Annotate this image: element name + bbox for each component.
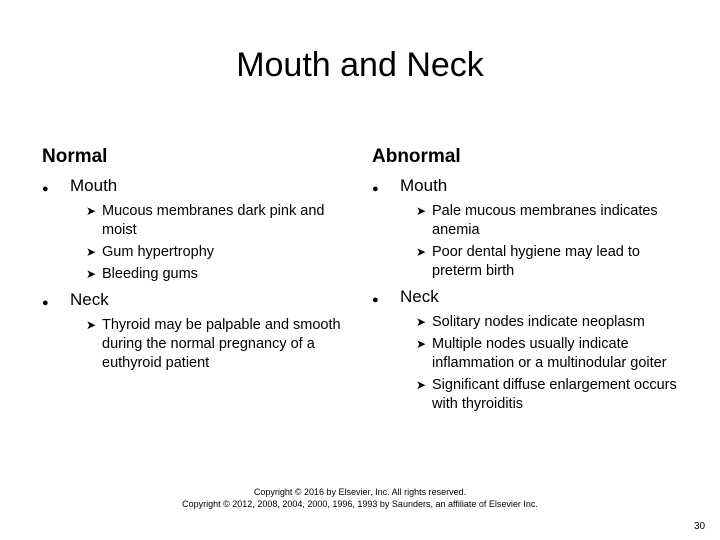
normal-neck-list bbox=[42, 316, 362, 373]
abnormal-column bbox=[372, 176, 682, 420]
list-item: ➤ Significant diffuse enlargement occurs with thyroiditis bbox=[416, 377, 677, 412]
bullet-icon: ● bbox=[372, 294, 379, 306]
copyright-line-1: Copyright © 2016 by Elsevier, Inc. All rights reserved. bbox=[253, 487, 467, 497]
arrow-bullet-icon: ➤ bbox=[416, 204, 427, 218]
copyright-line-2: Copyright © 2012, 2008, 2004, 2000, 1996, 1993 by Saunders, an affiliate of Elsevier Inc. bbox=[182, 499, 538, 509]
bullet-icon: ● bbox=[42, 183, 49, 195]
normal-mouth-list bbox=[42, 202, 362, 284]
list-item: ➤ Bleeding gums bbox=[86, 266, 198, 282]
arrow-bullet-icon: ➤ bbox=[86, 204, 97, 218]
normal-column bbox=[42, 176, 362, 379]
normal-heading: Normal bbox=[42, 146, 108, 167]
section-label: Mouth bbox=[70, 176, 118, 195]
arrow-bullet-icon: ➤ bbox=[416, 337, 427, 351]
arrow-bullet-icon: ➤ bbox=[86, 245, 97, 259]
section-label: Neck bbox=[70, 290, 109, 309]
list-item: ➤ Mucous membranes dark pink and moist bbox=[86, 203, 325, 238]
arrow-bullet-icon: ➤ bbox=[86, 267, 97, 281]
bullet-icon: ● bbox=[372, 183, 379, 195]
list-item: ➤ Solitary nodes indicate neoplasm bbox=[416, 314, 645, 330]
section-label: Neck bbox=[400, 287, 439, 306]
list-item: ➤ Multiple nodes usually indicate inflammation or a multinodular goiter bbox=[416, 336, 667, 371]
slide-title: Mouth and Neck bbox=[236, 46, 484, 84]
list-item: ➤ Gum hypertrophy bbox=[86, 244, 215, 260]
abnormal-heading: Abnormal bbox=[372, 146, 461, 167]
arrow-bullet-icon: ➤ bbox=[86, 318, 97, 332]
abnormal-mouth-list bbox=[372, 202, 682, 281]
list-item: ➤ Thyroid may be palpable and smooth during the normal pregnancy of a euthyroid patient bbox=[86, 317, 341, 371]
abnormal-mouth-section bbox=[372, 176, 682, 196]
arrow-bullet-icon: ➤ bbox=[416, 245, 427, 259]
page-number: 30 bbox=[694, 521, 706, 532]
bullet-icon: ● bbox=[42, 297, 49, 309]
abnormal-neck-section bbox=[372, 287, 682, 307]
list-item: ➤ Poor dental hygiene may lead to preterm birth bbox=[416, 244, 640, 279]
section-label: Mouth bbox=[400, 176, 448, 195]
arrow-bullet-icon: ➤ bbox=[416, 378, 427, 392]
normal-mouth-section bbox=[42, 176, 362, 196]
arrow-bullet-icon: ➤ bbox=[416, 315, 427, 329]
abnormal-neck-list bbox=[372, 313, 682, 414]
copyright-footer bbox=[0, 486, 720, 510]
normal-neck-section bbox=[42, 290, 362, 310]
list-item: ➤ Pale mucous membranes indicates anemia bbox=[416, 203, 658, 238]
